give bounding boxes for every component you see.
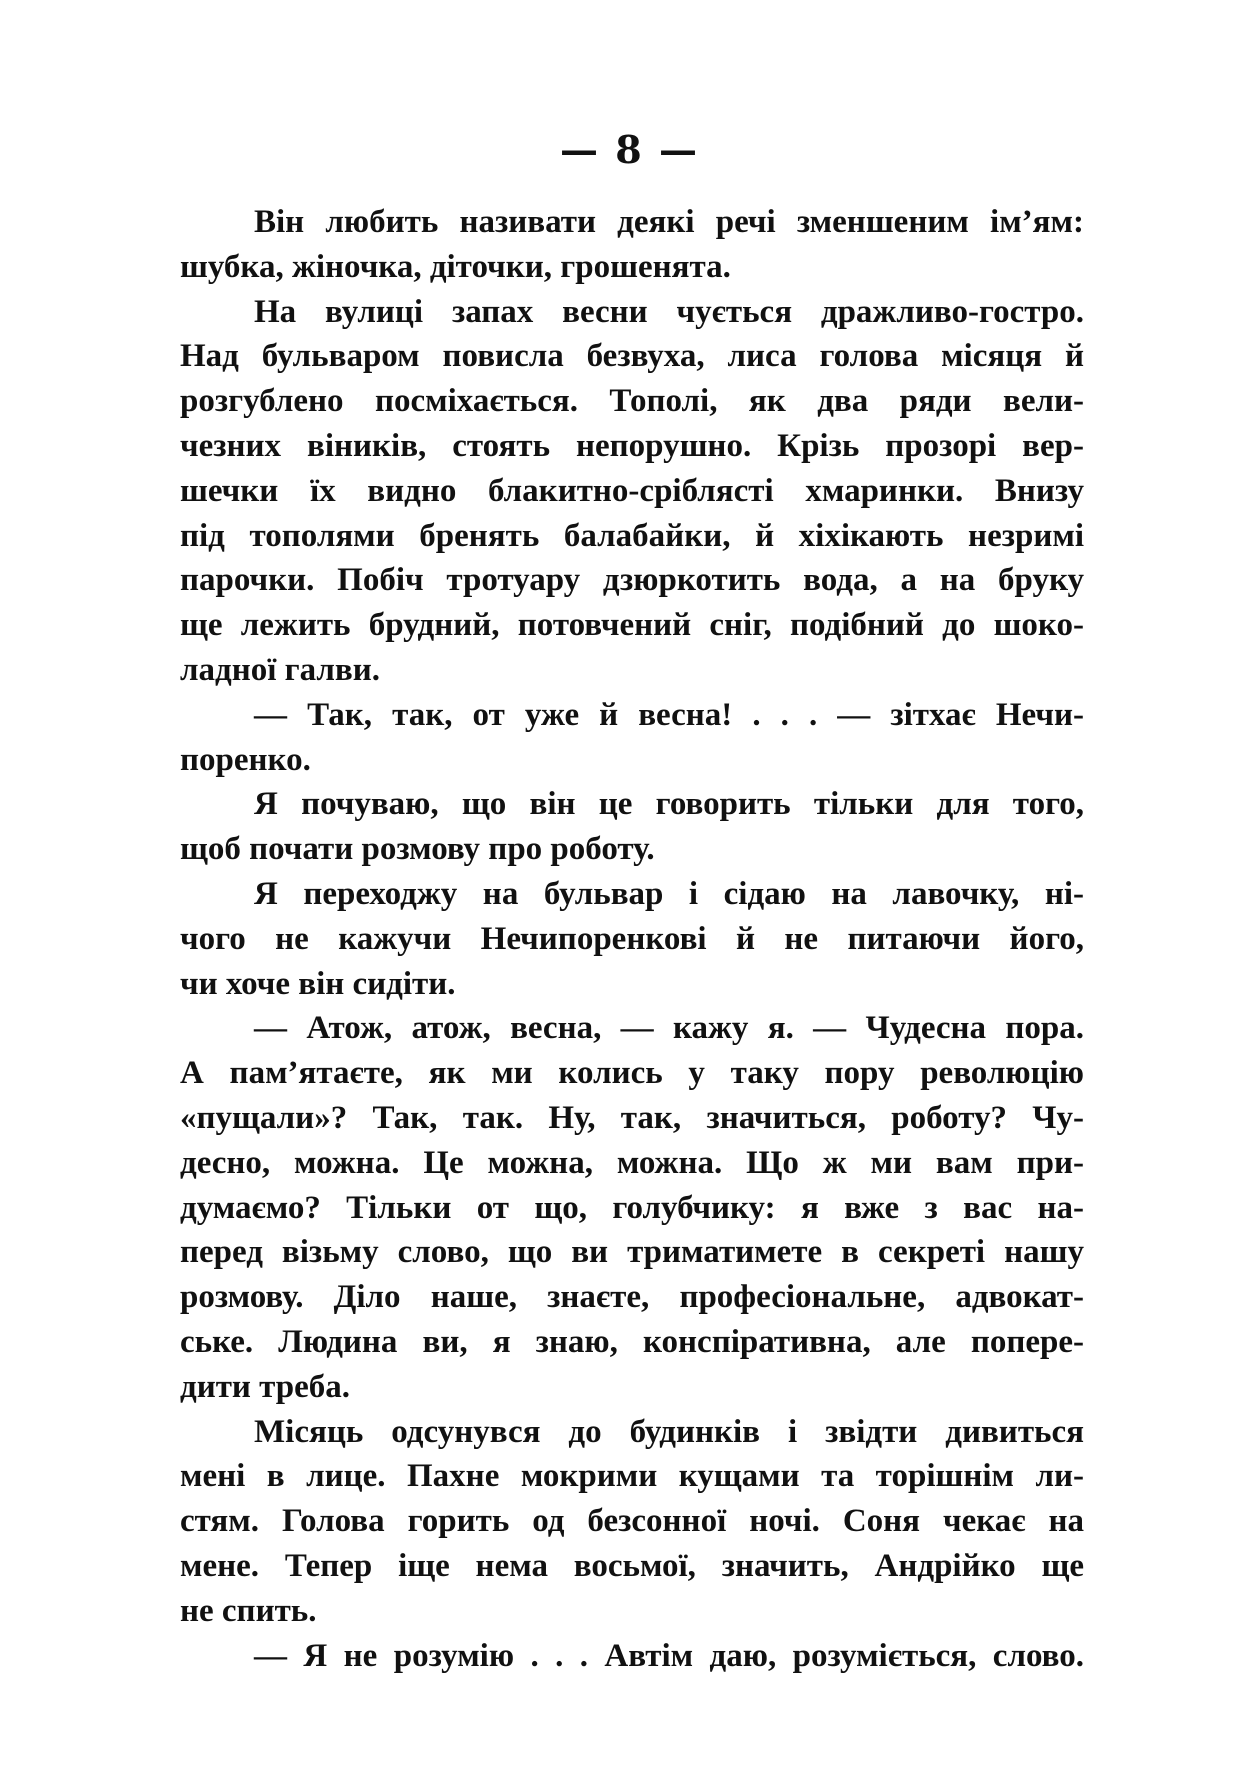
text-line: Місяць одсунувся до будинків і звідти дивиться xyxy=(254,1413,1084,1450)
text-line: — Атож, атож, весна, — кажу я. — Чудесна пора. xyxy=(254,1010,1084,1047)
text-line: поренко. xyxy=(180,741,311,778)
text-line: розгублено посміхається. Тополі, як два ряди вели- xyxy=(180,383,1084,420)
text-line: Він любить називати деякі речі зменшеним ім’ям: xyxy=(254,204,1084,240)
text-line: під тополями бренять балабайки, й хіхікають незримі xyxy=(180,517,1084,554)
text-line: — Я не розумію . . . Автім даю, розуміється, слово. xyxy=(254,1637,1084,1674)
body-text xyxy=(180,200,1084,1678)
text-line: парочки. Побіч тротуару дзюркотить вода, а на бруку xyxy=(180,562,1084,599)
text-line: А пам’ятаєте, як ми колись у таку пору революцію xyxy=(180,1055,1084,1092)
text-line: ладної галви. xyxy=(180,651,381,688)
text-line: розмову. Діло наше, знаєте, професіональне, адвокат- xyxy=(180,1279,1084,1316)
text-line: десно, можна. Це можна, можна. Що ж ми вам при- xyxy=(180,1144,1084,1181)
page-number: — 8 — xyxy=(560,127,699,172)
text-line: мене. Тепер іще нема восьмої, значить, Андрійко ще xyxy=(180,1547,1084,1584)
text-line: Я почуваю, що він це говорить тільки для того, xyxy=(254,786,1084,823)
text-line: шечки їх видно блакитно-сріблясті хмаринки. Внизу xyxy=(180,472,1084,509)
text-line: чезних віників, стоять непорушно. Крізь прозорі вер- xyxy=(180,427,1084,464)
text-line: не спить. xyxy=(180,1592,317,1629)
text-line: щоб почати розмову про роботу. xyxy=(180,831,655,868)
text-line: Над бульваром повисла безвуха, лиса голова місяця й xyxy=(180,338,1084,375)
text-line: ще лежить брудний, потовчений сніг, подібний до шоко- xyxy=(180,607,1084,644)
text-line: ське. Людина ви, я знаю, конспіративна, але попере- xyxy=(180,1323,1084,1360)
text-line: На вулиці запах весни чується дражливо-гостро. xyxy=(254,293,1084,330)
text-line: шубка, жіночка, діточки, грошенята. xyxy=(180,248,731,285)
text-line: стям. Голова горить од безсонної ночі. Соня чекає на xyxy=(180,1503,1084,1540)
text-line: перед візьму слово, що ви триматимете в секреті нашу xyxy=(180,1234,1084,1271)
text-line: Я переходжу на бульвар і сідаю на лавочку, ні- xyxy=(254,875,1084,912)
text-line: чого не кажучи Нечипоренкові й не питаючи його, xyxy=(180,920,1084,957)
text-line: думаємо? Тільки от що, голубчику: я вже з вас на- xyxy=(180,1189,1084,1226)
text-line: чи хоче він сидіти. xyxy=(180,965,456,1002)
text-line: — Так, так, от уже й весна! . . . — зітхає Нечи- xyxy=(254,696,1084,733)
text-line: «пущали»? Так, так. Ну, так, значиться, роботу? Чу- xyxy=(180,1099,1084,1136)
text-line: мені в лице. Пахне мокрими кущами та торішнім ли- xyxy=(180,1458,1084,1495)
text-line: дити треба. xyxy=(180,1368,351,1405)
